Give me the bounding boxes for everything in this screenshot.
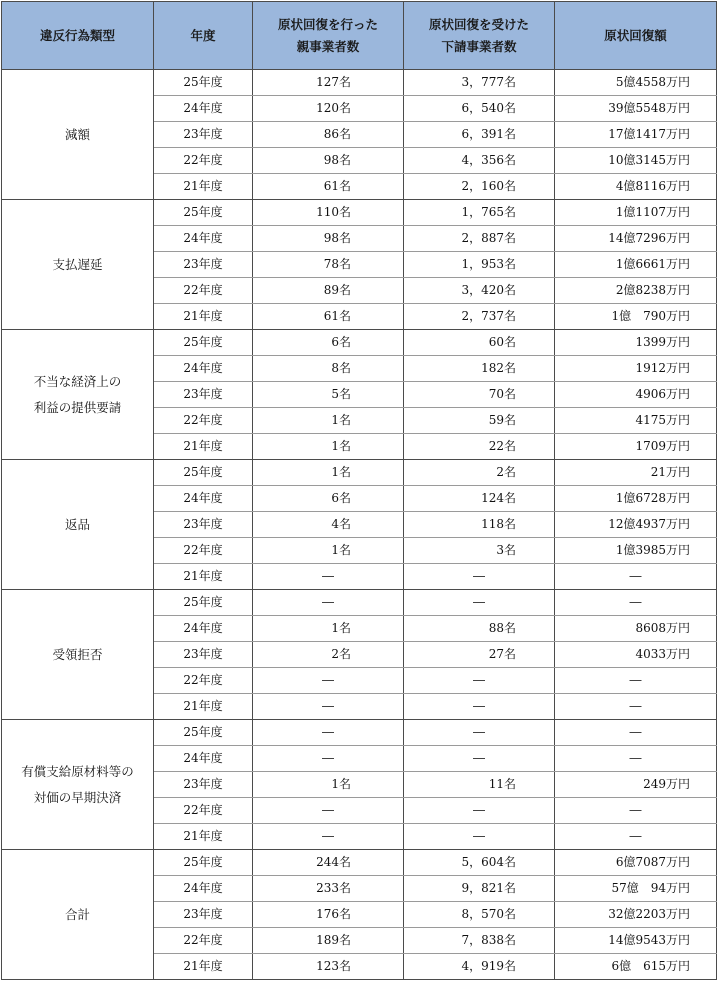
restoration-amount-cell: 4906万円 xyxy=(555,382,717,408)
parent-count-cell: 1名 xyxy=(253,538,404,564)
parent-count-cell: ― xyxy=(253,798,404,824)
restoration-amount-cell: 14億9543万円 xyxy=(555,928,717,954)
subcontractor-count-cell: 2，160名 xyxy=(404,174,555,200)
subcontractor-count-cell: ― xyxy=(404,694,555,720)
parent-count-cell: ― xyxy=(253,694,404,720)
table-row xyxy=(2,590,717,616)
restoration-amount-cell: 57億 94万円 xyxy=(555,876,717,902)
fiscal-year-cell: 23年度 xyxy=(154,772,253,798)
parent-count-cell: 189名 xyxy=(253,928,404,954)
restoration-amount-cell: 1億3985万円 xyxy=(555,538,717,564)
violation-type-label: 合計 xyxy=(64,906,90,922)
fiscal-year-cell: 22年度 xyxy=(154,798,253,824)
restoration-amount-cell: 1709万円 xyxy=(555,434,717,460)
parent-count-cell: 98名 xyxy=(253,148,404,174)
fiscal-year-cell: 22年度 xyxy=(154,538,253,564)
fiscal-year-cell: 24年度 xyxy=(154,876,253,902)
restoration-amount-cell: ― xyxy=(555,668,717,694)
restoration-amount-cell: 4億8116万円 xyxy=(555,174,717,200)
subcontractor-count-cell: 6，540名 xyxy=(404,96,555,122)
fiscal-year-cell: 25年度 xyxy=(154,200,253,226)
fiscal-year-cell: 21年度 xyxy=(154,824,253,850)
fiscal-year-cell: 24年度 xyxy=(154,616,253,642)
violation-type-label: 利益の提供要請 xyxy=(33,399,122,415)
restoration-amount-cell: ― xyxy=(555,798,717,824)
parent-count-cell: 1名 xyxy=(253,434,404,460)
fiscal-year-cell: 25年度 xyxy=(154,460,253,486)
table-row xyxy=(2,70,717,96)
subcontractor-count-cell: 1，953名 xyxy=(404,252,555,278)
parent-count-cell: ― xyxy=(253,564,404,590)
subcontractor-count-cell: 59名 xyxy=(404,408,555,434)
violation-type-label: 支払遅延 xyxy=(52,256,103,272)
parent-count-cell: 110名 xyxy=(253,200,404,226)
header-text-line: 違反行為類型 xyxy=(39,27,115,43)
violation-type-label: 対価の早期決済 xyxy=(33,789,122,805)
violation-type-cell xyxy=(2,590,154,720)
violation-type-label: 不当な経済上の xyxy=(33,373,122,389)
fiscal-year-cell: 25年度 xyxy=(154,330,253,356)
fiscal-year-cell: 22年度 xyxy=(154,928,253,954)
fiscal-year-cell: 21年度 xyxy=(154,564,253,590)
subcontractor-count-cell: 5，604名 xyxy=(404,850,555,876)
header-restoration-amount xyxy=(555,2,717,70)
violation-type-cell xyxy=(2,200,154,330)
fiscal-year-cell: 23年度 xyxy=(154,642,253,668)
subcontractor-count-cell: 8，570名 xyxy=(404,902,555,928)
subcontractor-count-cell: 2，887名 xyxy=(404,226,555,252)
fiscal-year-cell: 24年度 xyxy=(154,96,253,122)
table-row xyxy=(2,720,717,746)
restoration-amount-cell: 6億7087万円 xyxy=(555,850,717,876)
fiscal-year-cell: 24年度 xyxy=(154,356,253,382)
fiscal-year-cell: 23年度 xyxy=(154,512,253,538)
violation-type-cell xyxy=(2,720,154,850)
subcontractor-count-cell: 7，838名 xyxy=(404,928,555,954)
subcontractor-count-cell: 27名 xyxy=(404,642,555,668)
parent-count-cell: 176名 xyxy=(253,902,404,928)
parent-count-cell: 61名 xyxy=(253,304,404,330)
fiscal-year-cell: 24年度 xyxy=(154,226,253,252)
subcontractor-count-cell: 9，821名 xyxy=(404,876,555,902)
subcontractor-count-cell: ― xyxy=(404,720,555,746)
restoration-amount-cell: 1億 790万円 xyxy=(555,304,717,330)
subcontractor-count-cell: 11名 xyxy=(404,772,555,798)
subcontractor-count-cell: 182名 xyxy=(404,356,555,382)
parent-count-cell: 4名 xyxy=(253,512,404,538)
violation-type-cell xyxy=(2,460,154,590)
subcontractor-count-cell: ― xyxy=(404,798,555,824)
fiscal-year-cell: 23年度 xyxy=(154,252,253,278)
parent-count-cell: 127名 xyxy=(253,70,404,96)
parent-count-cell: 233名 xyxy=(253,876,404,902)
subcontractor-count-cell: 124名 xyxy=(404,486,555,512)
parent-count-cell: 120名 xyxy=(253,96,404,122)
parent-count-cell: 89名 xyxy=(253,278,404,304)
header-fiscal-year xyxy=(154,2,253,70)
parent-count-cell: 86名 xyxy=(253,122,404,148)
parent-count-cell: 5名 xyxy=(253,382,404,408)
subcontractor-count-cell: 3名 xyxy=(404,538,555,564)
parent-count-cell: 1名 xyxy=(253,616,404,642)
table-row xyxy=(2,200,717,226)
violation-type-cell xyxy=(2,70,154,200)
subcontractor-count-cell: 60名 xyxy=(404,330,555,356)
fiscal-year-cell: 22年度 xyxy=(154,148,253,174)
restoration-amount-cell: 32億2203万円 xyxy=(555,902,717,928)
parent-count-cell: ― xyxy=(253,668,404,694)
restoration-amount-cell: 10億3145万円 xyxy=(555,148,717,174)
header-text-line: 原状回復を行った xyxy=(277,16,378,32)
fiscal-year-cell: 21年度 xyxy=(154,434,253,460)
violation-type-cell xyxy=(2,330,154,460)
table-row xyxy=(2,460,717,486)
restoration-amount-cell: ― xyxy=(555,720,717,746)
parent-count-cell: 1名 xyxy=(253,772,404,798)
fiscal-year-cell: 21年度 xyxy=(154,694,253,720)
header-parent-count xyxy=(253,2,404,70)
parent-count-cell: 123名 xyxy=(253,954,404,980)
parent-count-cell: 1名 xyxy=(253,408,404,434)
header-text-line: 下請事業者数 xyxy=(441,38,517,54)
fiscal-year-cell: 23年度 xyxy=(154,122,253,148)
fiscal-year-cell: 21年度 xyxy=(154,174,253,200)
subcontractor-count-cell: 1，765名 xyxy=(404,200,555,226)
parent-count-cell: 8名 xyxy=(253,356,404,382)
restoration-amount-cell: ― xyxy=(555,590,717,616)
parent-count-cell: ― xyxy=(253,746,404,772)
violation-type-label: 有償支給原材料等の xyxy=(21,763,134,779)
header-row xyxy=(2,2,717,70)
fiscal-year-cell: 21年度 xyxy=(154,954,253,980)
subcontractor-count-cell: ― xyxy=(404,668,555,694)
fiscal-year-cell: 22年度 xyxy=(154,668,253,694)
parent-count-cell: ― xyxy=(253,590,404,616)
table-body xyxy=(2,70,717,980)
violation-type-label: 返品 xyxy=(64,516,90,532)
restoration-amount-cell: 6億 615万円 xyxy=(555,954,717,980)
restoration-amount-cell: 1億6728万円 xyxy=(555,486,717,512)
violation-type-label: 受領拒否 xyxy=(52,646,103,662)
violation-type-label: 減額 xyxy=(64,126,90,142)
table-row xyxy=(2,850,717,876)
header-violation-type xyxy=(2,2,154,70)
restoration-amount-cell: ― xyxy=(555,746,717,772)
subcontractor-count-cell: ― xyxy=(404,590,555,616)
fiscal-year-cell: 24年度 xyxy=(154,746,253,772)
restoration-amount-cell: 1億1107万円 xyxy=(555,200,717,226)
header-text-line: 親事業者数 xyxy=(296,38,360,54)
header-text-line: 年度 xyxy=(190,27,216,43)
fiscal-year-cell: 22年度 xyxy=(154,278,253,304)
parent-count-cell: 1名 xyxy=(253,460,404,486)
restoration-amount-cell: 8608万円 xyxy=(555,616,717,642)
restoration-amount-cell: ― xyxy=(555,564,717,590)
restoration-amount-cell: ― xyxy=(555,824,717,850)
subcontractor-count-cell: 3，777名 xyxy=(404,70,555,96)
subcontractor-count-cell: 4，919名 xyxy=(404,954,555,980)
parent-count-cell: 98名 xyxy=(253,226,404,252)
subcontractor-count-cell: 22名 xyxy=(404,434,555,460)
subcontractor-count-cell: 2名 xyxy=(404,460,555,486)
restoration-amount-cell: 5億4558万円 xyxy=(555,70,717,96)
restoration-amount-cell: 12億4937万円 xyxy=(555,512,717,538)
fiscal-year-cell: 25年度 xyxy=(154,70,253,96)
restoration-amount-cell: ― xyxy=(555,694,717,720)
fiscal-year-cell: 25年度 xyxy=(154,850,253,876)
restoration-amount-cell: 4175万円 xyxy=(555,408,717,434)
header-text-line: 原状回復を受けた xyxy=(428,16,529,32)
fiscal-year-cell: 24年度 xyxy=(154,486,253,512)
subcontractor-count-cell: 6，391名 xyxy=(404,122,555,148)
subcontractor-count-cell: 4，356名 xyxy=(404,148,555,174)
header-text-line: 原状回復額 xyxy=(604,27,667,43)
fiscal-year-cell: 25年度 xyxy=(154,720,253,746)
subcontractor-count-cell: 70名 xyxy=(404,382,555,408)
fiscal-year-cell: 23年度 xyxy=(154,902,253,928)
fiscal-year-cell: 21年度 xyxy=(154,304,253,330)
parent-count-cell: 6名 xyxy=(253,330,404,356)
restoration-table xyxy=(1,1,717,980)
fiscal-year-cell: 25年度 xyxy=(154,590,253,616)
subcontractor-count-cell: ― xyxy=(404,824,555,850)
restoration-amount-cell: 14億7296万円 xyxy=(555,226,717,252)
violation-type-cell xyxy=(2,850,154,980)
table-row xyxy=(2,330,717,356)
parent-count-cell: 244名 xyxy=(253,850,404,876)
fiscal-year-cell: 22年度 xyxy=(154,408,253,434)
restoration-amount-cell: 21万円 xyxy=(555,460,717,486)
subcontractor-count-cell: 2，737名 xyxy=(404,304,555,330)
subcontractor-count-cell: ― xyxy=(404,746,555,772)
parent-count-cell: 61名 xyxy=(253,174,404,200)
parent-count-cell: ― xyxy=(253,720,404,746)
restoration-amount-cell: 1億6661万円 xyxy=(555,252,717,278)
restoration-amount-cell: 39億5548万円 xyxy=(555,96,717,122)
restoration-amount-cell: 4033万円 xyxy=(555,642,717,668)
restoration-amount-cell: 1912万円 xyxy=(555,356,717,382)
restoration-amount-cell: 249万円 xyxy=(555,772,717,798)
subcontractor-count-cell: 88名 xyxy=(404,616,555,642)
subcontractor-count-cell: 118名 xyxy=(404,512,555,538)
parent-count-cell: 6名 xyxy=(253,486,404,512)
subcontractor-count-cell: ― xyxy=(404,564,555,590)
subcontractor-count-cell: 3，420名 xyxy=(404,278,555,304)
parent-count-cell: 78名 xyxy=(253,252,404,278)
fiscal-year-cell: 23年度 xyxy=(154,382,253,408)
parent-count-cell: 2名 xyxy=(253,642,404,668)
header-subcontractor-count xyxy=(404,2,555,70)
parent-count-cell: ― xyxy=(253,824,404,850)
restoration-amount-cell: 2億8238万円 xyxy=(555,278,717,304)
restoration-amount-cell: 17億1417万円 xyxy=(555,122,717,148)
restoration-amount-cell: 1399万円 xyxy=(555,330,717,356)
